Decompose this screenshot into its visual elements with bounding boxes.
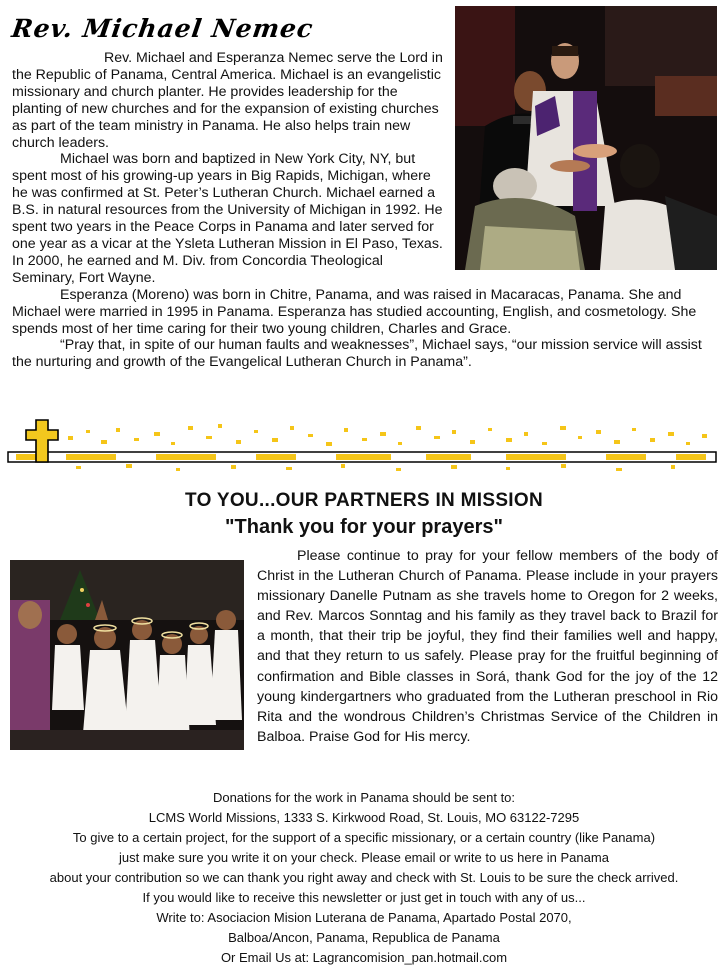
bio-paragraph-2: Michael was born and baptized in New York City, NY, but spent most of his growing-up years in Big Rapids, Michigan, where he was confirmed at St. Peter’s Lutheran Church. Michael earned a B.S. in natural resources from the University of Michigan in 1992. He spent two years in the Peace Corps in Panama and later served for one year as a vicar at the Ysleta Lutheran Mission in El Paso, Texas. In 2000, he earned and M. Div. from Concordia Theological Seminary, Fort Wayne. <box>12 151 443 286</box>
bio-paragraph-4: “Pray that, in spite of our human faults and weaknesses”, Michael says, “our mission service will assist the nurturing and growth of the Evangelical Lutheran Church in Panama”. <box>12 337 702 371</box>
partners-heading: TO YOU...OUR PARTNERS IN MISSION <box>185 490 543 511</box>
footer-line: Write to: Asociacion Mision Luterana de Panama, Apartado Postal 2070, <box>156 910 572 925</box>
cross-divider <box>6 416 718 474</box>
prayer-request-text: Please continue to pray for your fellow members of the body of Christ in the Lutheran Church of Panama. Please include in your prayers missionary Danelle Putnam as she travels home to Oregon for 2 weeks, and Rev. Marcos Sonntag and his family as they travel back to Brazil for a month, that their trip be joyful, they find their families well and happy, and that they return to us safely. Please pray for the fruitful beginning of confirmation and Bible classes in Sorá, thank God for the joy of the 12 young kindergartners who graduated from the Lutheran preschool in Rio Rita and the wondrous Children’s Christmas Service of the Children in Balboa. Praise God for His mercy. <box>257 548 718 745</box>
children-christmas-photo <box>10 560 244 750</box>
bio-paragraph-1: Rev. Michael and Esperanza Nemec serve the Lord in the Republic of Panama, Central America. Michael is an evangelistic missionary and church planter. He provides leadership for the planting of new churches and for the expansion of existing churches as part of the team ministry in Panama. He also helps train new church leaders. <box>12 50 443 151</box>
footer-line: about your contribution so we can thank you right away and check with St. Louis to be sure the check arrived. <box>49 870 679 885</box>
footer-line: Donations for the work in Panama should be sent to: <box>212 790 516 805</box>
bio-paragraph-3: Esperanza (Moreno) was born in Chitre, Panama, and was raised in Macaracas, Panama. She and Michael were married in 1995 in Panama. Esperanza has studied accounting, English, and cosmetology. She spends most of her time caring for their two young children, Charles and Grace. <box>12 286 697 337</box>
photo-wrap-spacer <box>445 50 717 282</box>
footer-line: If you would like to receive this newsletter or just get in touch with any of us... <box>142 890 586 905</box>
footer-line: Balboa/Ancon, Panama, Republica de Panama <box>228 930 500 945</box>
footer-line: To give to a certain project, for the support of a specific missionary, or a certain country (like Panama) <box>72 830 656 845</box>
footer-email-line: Or Email Us at: Lagrancomision_pan.hotmail.com <box>220 950 508 965</box>
biography <box>12 50 717 371</box>
footer-line: LCMS World Missions, 1333 S. Kirkwood Road, St. Louis, MO 63122-7295 <box>148 810 580 825</box>
page-title: Rev. Michael Nemec <box>9 14 316 43</box>
donation-footer <box>0 788 728 968</box>
thank-you-heading: "Thank you for your prayers" <box>225 516 503 538</box>
footer-line: just make sure you write it on your check. Please email or write to us here in Panama <box>119 850 609 865</box>
